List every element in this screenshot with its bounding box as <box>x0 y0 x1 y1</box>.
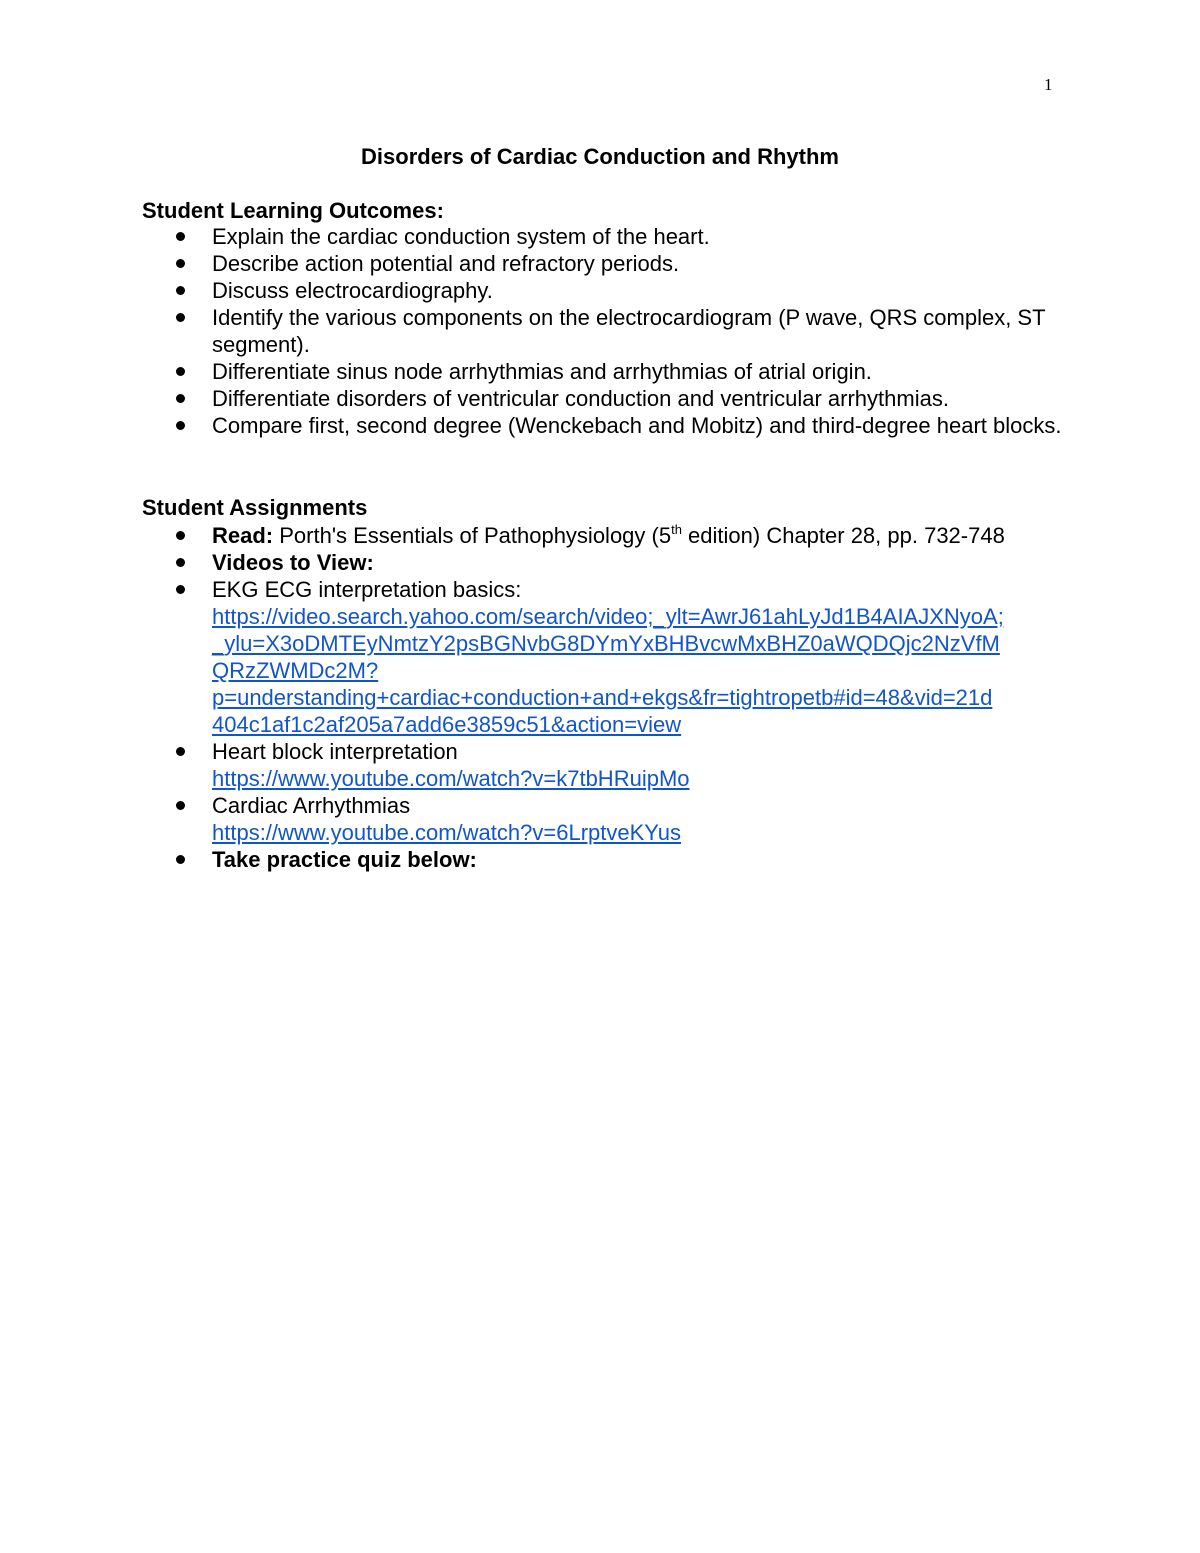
outcome-text: Discuss electrocardiography. <box>212 278 493 303</box>
video-link-cardiac-arrhythmias[interactable]: https://www.youtube.com/watch?v=6LrptveKYus <box>212 820 681 845</box>
list-item <box>142 385 1072 412</box>
bullet-icon <box>176 558 185 567</box>
read-label: Read: <box>212 523 274 548</box>
video-label: Cardiac Arrhythmias <box>212 793 411 818</box>
bullet-icon <box>176 394 185 403</box>
list-item <box>142 412 1072 439</box>
bullet-icon <box>176 232 185 241</box>
outcome-text: Differentiate sinus node arrhythmias and arrhythmias of atrial origin. <box>212 359 872 384</box>
read-text-after: edition) Chapter 28, pp. 732-748 <box>681 523 1005 548</box>
read-assignment-text <box>212 522 1072 549</box>
bullet-icon <box>176 855 185 864</box>
learning-outcomes-list <box>142 223 1072 439</box>
read-assignment-item <box>142 522 1072 549</box>
video-link-ekg-basics[interactable] <box>212 603 1072 738</box>
page-number: 1 <box>1044 75 1053 94</box>
bullet-icon <box>176 747 185 756</box>
outcome-text: Identify the various components on the electrocardiogram (P wave, QRS complex, ST segment). <box>212 305 1046 357</box>
student-assignments-heading: Student Assignments <box>142 495 368 520</box>
link-line: 404c1af1c2af205a7add6e3859c51&action=view <box>212 712 682 737</box>
bullet-icon <box>176 259 185 268</box>
document-title: Disorders of Cardiac Conduction and Rhythm <box>361 144 839 169</box>
bullet-icon <box>176 531 185 540</box>
list-item <box>142 277 1072 304</box>
learning-outcomes-heading: Student Learning Outcomes: <box>142 198 444 223</box>
video-item-ekg-basics <box>142 576 1072 738</box>
video-item-cardiac-arrhythmias <box>142 792 1072 846</box>
quiz-item <box>142 846 1072 873</box>
bullet-icon <box>176 585 185 594</box>
outcome-text: Describe action potential and refractory periods. <box>212 251 680 276</box>
list-item <box>142 304 1072 358</box>
ordinal-superscript: th <box>671 521 682 537</box>
outcome-text: Differentiate disorders of ventricular conduction and ventricular arrhythmias. <box>212 386 949 411</box>
video-link-heart-block[interactable]: https://www.youtube.com/watch?v=k7tbHRuipMo <box>212 766 690 791</box>
link-line: _ylu=X3oDMTEyNmtzY2psBGNvbG8DYmYxBHBvcwMxBHZ0aWQDQjc2NzVfM <box>212 631 1000 656</box>
bullet-icon <box>176 286 185 295</box>
list-item <box>142 223 1072 250</box>
outcome-text: Compare first, second degree (Wenckebach and Mobitz) and third-degree heart blocks. <box>212 413 1062 438</box>
videos-label-item <box>142 549 1072 576</box>
quiz-label: Take practice quiz below: <box>212 847 477 872</box>
outcome-text: Explain the cardiac conduction system of the heart. <box>212 224 710 249</box>
video-label: Heart block interpretation <box>212 739 458 764</box>
video-label: EKG ECG interpretation basics: <box>212 577 522 602</box>
videos-label: Videos to View: <box>212 550 374 575</box>
student-assignments-list <box>142 522 1072 873</box>
link-line: p=understanding+cardiac+conduction+and+ekgs&fr=tightropetb#id=48&vid=21d <box>212 685 993 710</box>
read-text-before: Porth's Essentials of Pathophysiology (5 <box>273 523 672 548</box>
link-line: QRzZWMDc2M? <box>212 658 379 683</box>
bullet-icon <box>176 367 185 376</box>
list-item <box>142 250 1072 277</box>
bullet-icon <box>176 801 185 810</box>
bullet-icon <box>176 421 185 430</box>
bullet-icon <box>176 313 185 322</box>
video-item-heart-block <box>142 738 1072 792</box>
list-item <box>142 358 1072 385</box>
link-line: https://video.search.yahoo.com/search/video;_ylt=AwrJ61ahLyJd1B4AIAJXNyoA; <box>212 604 1004 629</box>
